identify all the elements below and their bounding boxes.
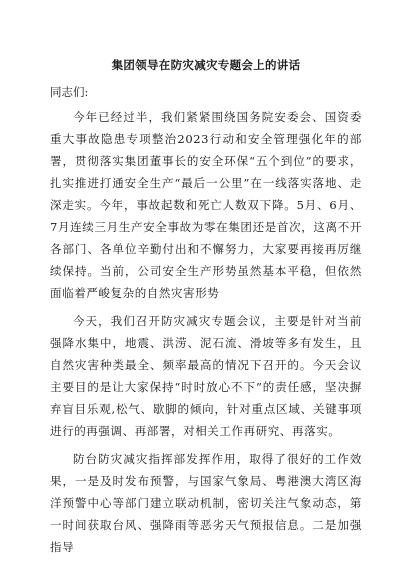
salutation: 同志们: [50,85,89,99]
paragraph-3: 防台防灾减灾指挥部发挥作用，取得了很好的工作效果，一是及时发布预警，与国家气象局、粤港澳大湾区海洋预警中心等部门建立联动机制，密切关注气象动态，第一时间获取台风、强降雨等恶劣天气预报信息。二是加强指导 [50,452,362,554]
paragraph-2: 今天，我们召开防灾减灾专题会议，主要是针对当前强降水集中，地震、洪涝、泥石流、滑坡等多有发生，且自然灾害种类最全、频率最高的情况下召开的。今天会议主要目的是让大家保持“时时放心不下”的责任感，坚决摒弃盲目乐观,松气、歇脚的倾向，针对重点区域、关键事项进行的再强调、再部署，对相关工作再研究、再落实。 [50,314,362,438]
paragraph-1: 今年已经过半，我们紧紧围绕国务院安委会、国资委重大事故隐患专项整治2023行动和安全管理强化年的部署，贯彻落实集团董事长的安全环保“五个到位”的要求，扎实推进打通安全生产“最后一公里”在一线落实落地、走深走实。今年，事故起数和死亡人数双下降。5月、6月、7月连续三月生产安全事故为零在集团还是首次，这离不开各部门、各单位辛勤付出和不懈努力，大家要再接再厉继续保持。当前，公司安全生产形势虽然基本平稳，但依然面临着严峻复杂的自然灾害形势 [50,110,362,300]
document-title: 集团领导在防灾减灾专题会上的讲话 [111,58,301,72]
